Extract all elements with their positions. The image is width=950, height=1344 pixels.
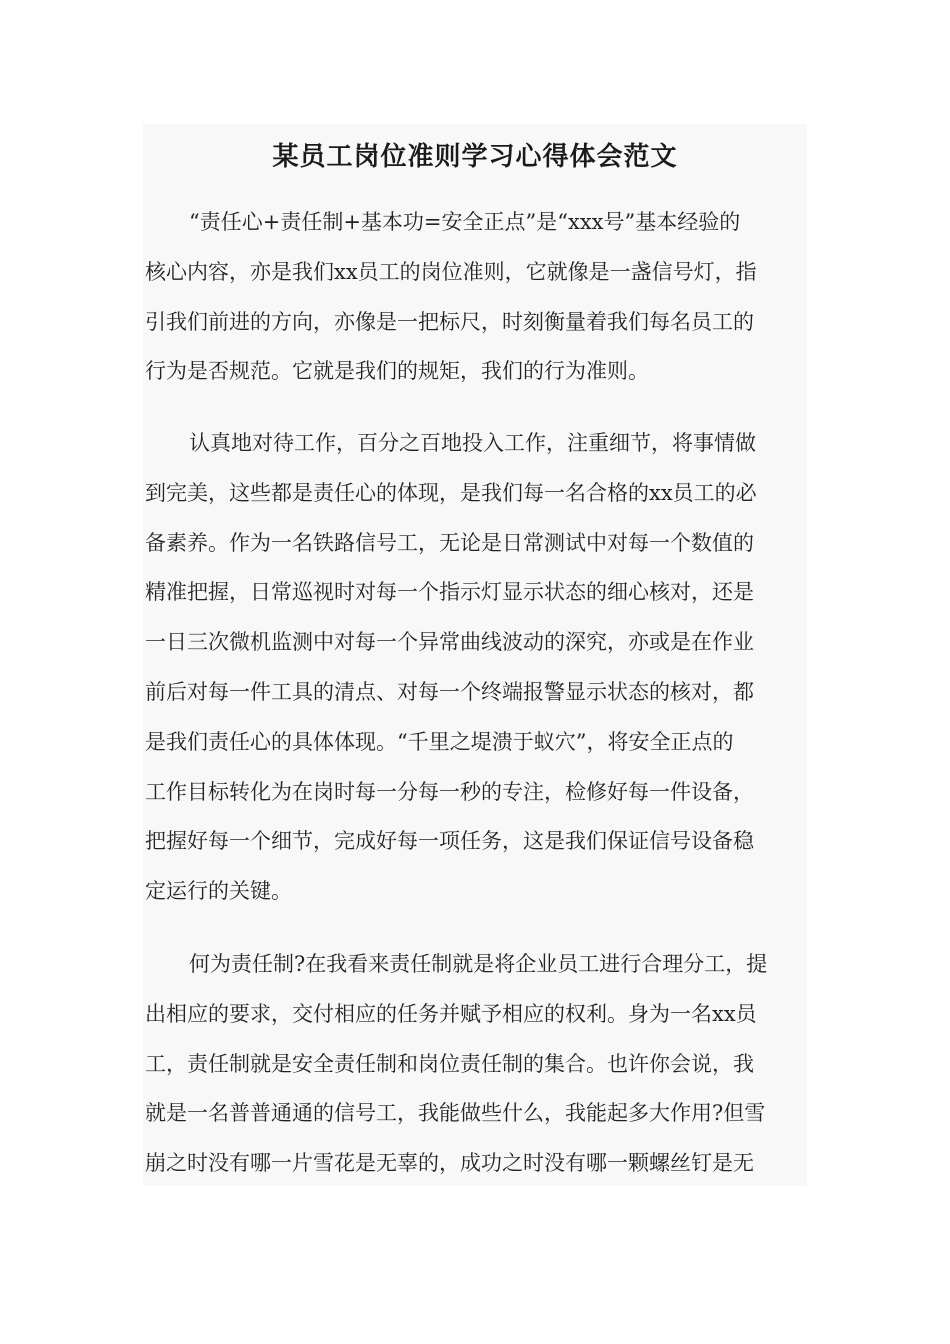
paragraph-line: 行为是否规范。它就是我们的规矩，我们的行为准则。 bbox=[145, 359, 649, 384]
paragraph-line: 核心内容，亦是我们xx员工的岗位准则，它就像是一盏信号灯，指 bbox=[145, 259, 757, 284]
paragraph-line: 出相应的要求，交付相应的任务并赋予相应的权利。身为一名xx员 bbox=[145, 1001, 757, 1026]
paragraph-line: 备素养。作为一名铁路信号工，无论是日常测试中对每一个数值的 bbox=[145, 530, 754, 555]
document-title: 某员工岗位准则学习心得体会范文 bbox=[272, 142, 678, 172]
paragraph-2 bbox=[145, 419, 803, 917]
paragraph-line: 崩之时没有哪一片雪花是无辜的，成功之时没有哪一颗螺丝钉是无 bbox=[145, 1151, 754, 1176]
paragraph-line: 就是一名普普通通的信号工，我能做些什么，我能起多大作用?但雪 bbox=[145, 1101, 766, 1126]
paragraph-line: 工作目标转化为在岗时每一分每一秒的专注，检修好每一件设备， bbox=[145, 779, 754, 804]
paragraph-line: 到完美，这些都是责任心的体现，是我们每一名合格的xx员工的必 bbox=[145, 480, 757, 505]
paragraph-1 bbox=[145, 198, 803, 397]
paragraph-line: 前后对每一件工具的清点、对每一个终端报警显示状态的核对，都 bbox=[145, 679, 754, 704]
paragraph-line: 把握好每一个细节，完成好每一项任务，这是我们保证信号设备稳 bbox=[145, 829, 754, 854]
paragraph-line: 精准把握，日常巡视时对每一个指示灯显示状态的细心核对，还是 bbox=[145, 580, 754, 605]
paragraph-line: 认真地对待工作，百分之百地投入工作，注重细节，将事情做 bbox=[189, 431, 756, 455]
paragraph-line: “责任心+责任制+基本功=安全正点”是“xxx号”基本经验的 bbox=[189, 210, 741, 234]
paragraph-line: 何为责任制?在我看来责任制就是将企业员工进行合理分工，提 bbox=[189, 952, 768, 976]
paragraph-3 bbox=[145, 940, 803, 1186]
paragraph-line: 引我们前进的方向，亦像是一把标尺，时刻衡量着我们每名员工的 bbox=[145, 309, 754, 334]
document-page bbox=[143, 124, 807, 1186]
paragraph-line: 一日三次微机监测中对每一个异常曲线波动的深究，亦或是在作业 bbox=[145, 630, 754, 655]
paragraph-line: 定运行的关键。 bbox=[145, 879, 292, 904]
paragraph-line: 工，责任制就是安全责任制和岗位责任制的集合。也许你会说，我 bbox=[145, 1051, 754, 1076]
paragraph-line: 是我们责任心的具体体现。“千里之堤溃于蚁穴”，将安全正点的 bbox=[145, 729, 734, 754]
